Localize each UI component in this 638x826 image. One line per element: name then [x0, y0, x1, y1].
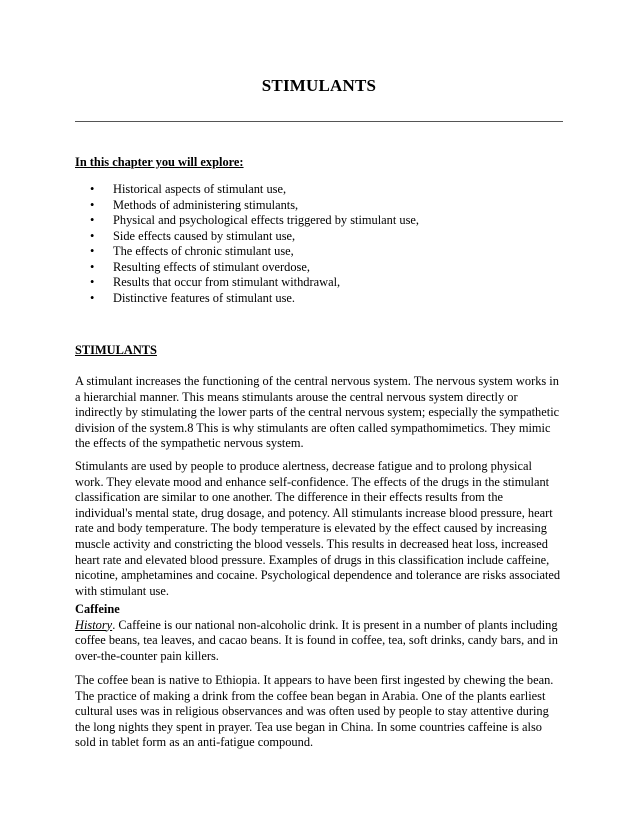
list-item-text: The effects of chronic stimulant use, [113, 244, 294, 258]
caffeine-heading: Caffeine [75, 602, 120, 616]
bullet-icon: • [90, 213, 95, 227]
paragraph-text: The coffee bean is native to Ethiopia. It appears to have been first ingested by chewing the bean. The practice of making a drink from the coffee bean began in Arabia. One of the plants earliest cultural uses was in religious observances and was often used by people to stay attentive during the long nights they spent in prayer. Tea use began in China. In some countries caffeine is also sold in tablet form as an anti-fatigue compound. [75, 673, 554, 750]
list-item-text: Side effects caused by stimulant use, [113, 228, 296, 243]
list-item-text: Distinctive features of stimulant use. [113, 290, 296, 305]
caffeine-history-paragraph [75, 618, 563, 665]
list-item-text: Resulting effects of stimulant overdose, [113, 259, 310, 274]
bullet-icon: • [90, 244, 95, 258]
paragraph-text: Stimulants are used by people to produce alertness, decrease fatigue and to prolong physical work. They elevate mood and enhance self-confidence. The effects of the drugs in the stimulant classification are similar to one another. The difference in their effects results from the individual's mental state, drug dosage, and potency. All stimulants increase blood pressure, heart rate and body temperature. The body temperature is elevated by the effect caused by increasing muscle activity and constricting the blood vessels. This results in decreased heat loss, increased heart rate and elevated blood pressure. Examples of drugs in this classification include caffeine, nicotine, amphetamines and cocaine. Psychological dependence and tolerance are risks associated with stimulant use. [75, 459, 561, 598]
intro-heading: In this chapter you will explore: [75, 155, 244, 169]
list-item [75, 213, 563, 229]
bullet-icon: • [90, 197, 95, 212]
objectives-list [75, 182, 563, 306]
list-item [75, 275, 563, 291]
list-item [75, 198, 563, 214]
caffeine-paragraph [75, 673, 563, 751]
list-item [75, 291, 563, 307]
bullet-icon: • [90, 182, 95, 196]
list-item-text: Physical and psychological effects triggered by stimulant use, [113, 213, 420, 227]
list-item-text: Historical aspects of stimulant use, [113, 182, 287, 196]
caffeine-section [75, 602, 563, 664]
bullet-icon: • [90, 290, 95, 305]
list-item [75, 244, 563, 260]
history-label: History [75, 617, 113, 632]
list-item [75, 229, 563, 245]
title-divider [75, 121, 563, 122]
section-paragraph-1 [75, 374, 563, 452]
list-item-text: Results that occur from stimulant withdrawal, [113, 275, 341, 289]
section-paragraph-2 [75, 459, 563, 599]
list-item [75, 260, 563, 276]
page-title: STIMULANTS [261, 76, 377, 95]
section-heading: STIMULANTS [75, 343, 157, 357]
intro-heading-block [75, 155, 563, 171]
list-item [75, 182, 563, 198]
history-text: . Caffeine is our national non-alcoholic drink. It is present in a number of plants including coffee beans, tea leaves, and cacao beans. It is found in coffee, tea, soft drinks, candy bars, and in over-the-counter pain killers. [75, 617, 558, 663]
section-heading-block [75, 343, 563, 359]
bullet-icon: • [90, 228, 95, 243]
bullet-icon: • [90, 275, 95, 289]
list-item-text: Methods of administering stimulants, [113, 197, 299, 212]
paragraph-text: A stimulant increases the functioning of the central nervous system. The nervous system works in a hierarchial manner. This means stimulants arouse the central nervous system directly or indirectly by stimulating the lower parts of the central nervous system; especially the sympathetic division of the system.8 This is why stimulants are often called sympathomimetics. They mimic the effects of the sympathetic nervous system. [75, 374, 560, 451]
bullet-icon: • [90, 259, 95, 274]
